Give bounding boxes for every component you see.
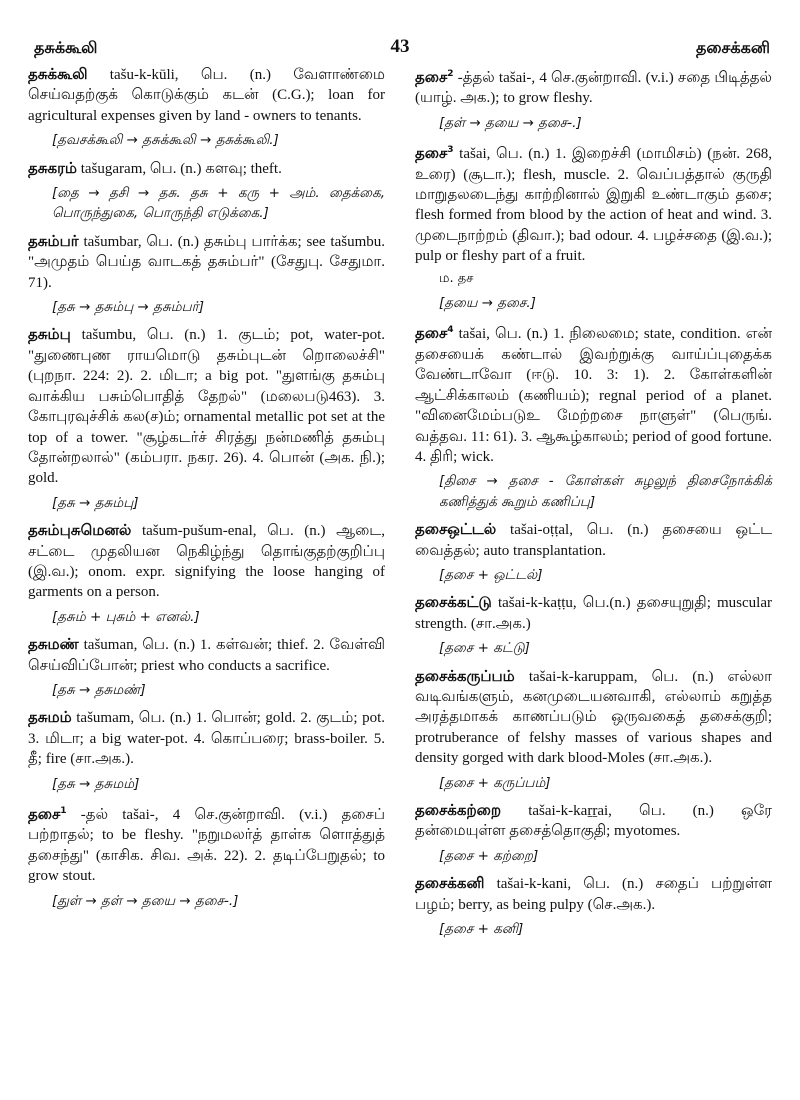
entry-definition: tašai-k-kani, பெ. (n.) சதைப் பற்றுள்ள பழம்; berry, as being pulpy (செ.அக.). (415, 876, 773, 913)
entry-etymology: [தயை → தசை.] (439, 295, 536, 312)
entry-definition: tašumbu, பெ. (n.) 1. குடம்; pot, water-pot. "துணைபுண ராயமொடு தசும்புடன் றொலைச்சி" (புறநா. 224: 2). 2. மிடா; a big pot. "துளங்கு தசும்பு வாக்கிய பசும்பொதித் தேறல்" (மலைபடு463). 3. கோபுரவுச்சிக் கல(ச)ம்; ornamental metallic pot set at the top of a tower. "சூழ்கடர்ச் சிரத்து நன்மணித் தசும்பு தோன்றலால்" (கம்பரா. நகர. 26). 4. பொன் (அக. நி.); gold. (28, 327, 386, 487)
entry-headword: தசும்பர் (28, 231, 79, 250)
dictionary-entry (415, 800, 772, 866)
entry-definition: tašai-k-kaṭṭu, பெ.(n.) தசையுறுதி; muscular strength. (சா.அக.) (415, 595, 772, 632)
entry-headword (415, 144, 454, 162)
dictionary-entry (415, 592, 772, 658)
homonym-number: 4 (447, 325, 454, 336)
entry-etymology: [திசை → தசை - கோள்கள் சுழலுந் திசைநோக்கிக் கணித்துக் கூறும் கணிப்பு] (439, 473, 772, 510)
entry-headword: தசும்புசுமெனல் (28, 521, 132, 540)
entry-definition: tašuman, பெ. (n.) 1. கள்வன்; thief. 2. வேள்வி செய்விப்போன்; priest who conducts a sacrifice. (28, 637, 386, 674)
homonym-number: 1 (60, 806, 67, 816)
entry-headword: தசைஒட்டல் (415, 520, 497, 539)
entry-etymology: [தசை + ஒட்டல்] (439, 566, 543, 583)
entry-etymology: [தள் → தயை → தசை-.] (439, 114, 582, 131)
dictionary-entry (415, 873, 772, 939)
dictionary-entry (28, 158, 385, 224)
right-running-head: தசைக்கனி (695, 38, 770, 57)
entry-headword: தசைக்கருப்பம் (415, 666, 515, 685)
entry-definition: tašai, பெ. (n.) 1. நிலைமை; state, condition. என் தசையைக் கண்டால் இவற்றுக்கு வாய்ப்புதைக்க வேண்டாவோ (ஈடு. 10. 3: 1). 2. கோள்களின் ஆட்சிக்காலம் (கணியம்); regnal period of a planet. "வினைமேம்படுஉ மேற்றசை நாளுள்" (பெருங். வத்தவ. 11: 61). 3. ஆகூழ்காலம்; period of good fortune. 4. திரி; wick. (415, 326, 772, 465)
dictionary-entry (415, 140, 772, 313)
cognate-note: ம. தச (439, 270, 474, 286)
dictionary-entry (28, 324, 385, 513)
page-header (22, 30, 778, 64)
entry-etymology: [தை → தசி → தசு. தசு + கரு + அம். தைக்கை, பொருந்துகை, பொருந்தி எடுக்கை.] (52, 185, 385, 222)
entry-definition: tašum-pušum-enal, பெ. (n.) ஆடை, சட்டை முதலியன நெகிழ்ந்து தொங்குதற்குறிப்பு (இ.வ.); onom. expr. signifying the loose hanging of garments on a person. (28, 523, 385, 601)
entry-etymology: [தசு → தசுமண்] (52, 681, 146, 698)
dictionary-entry (28, 707, 385, 794)
entry-etymology: [தசை + கனி] (439, 921, 524, 938)
entry-definition: tašai-k-kaṟṟai, பெ. (n.) ஒரே தன்மையுள்ள தசைத்தொகுதி; myotomes. (415, 803, 772, 840)
entry-headword (415, 68, 454, 86)
entry-headword: தசுக்கூலி (28, 65, 88, 83)
dictionary-entry (415, 64, 772, 133)
entry-etymology: [தசை + கட்டு] (439, 640, 530, 657)
headword-text: தசை (415, 324, 448, 343)
headword-text: தசை (415, 68, 448, 86)
entry-definition: tašu-k-kūli, பெ. (n.) வேளாண்மை செய்வதற்குக் கொடுக்கும் கடன் (C.G.); loan for agricultural expenses given by land - owners to tenants. (28, 67, 386, 124)
dictionary-entry (28, 520, 385, 627)
entry-etymology: [துள் → தள் → தயை → தசை-.] (52, 892, 239, 909)
entry-definition: tašai, பெ. (n.) 1. இறைச்சி (மாமிசம்) (நன். 268, உரை) (சூடா.); flesh, muscle. 2. வெப்பத்தால் குருதி மாறுதலடைந்து காற்றினால் இறுகி உண்டாகும் தசை; flesh formed from blood by the action of heat and wind. 3. முடைநாற்றம் (திவா.); bad odour. 4. பழச்சதை (இ.வ.); pulp or fleshy part of a fruit. (415, 146, 772, 265)
right-column (415, 64, 772, 946)
entry-headword: தசைக்கற்றை (415, 801, 502, 819)
page-number: 43 (390, 36, 410, 57)
entry-headword (28, 805, 67, 823)
entry-definition: -தல் tašai-, 4 செ.குன்றாவி. (v.i.) தசைப் பற்றாதல்; to be fleshy. "நறுமலர்த் தாள்க ளொத்துத் தசைந்து" (காசிக. சிவ. அக். 22). 2. தடிப்பேறுதல்; to grow stout. (28, 807, 385, 885)
entry-etymology: [தசை + கற்றை] (439, 847, 539, 864)
left-running-head: தசுக்கூலி (34, 38, 98, 57)
entry-definition: tašai-oṭṭal, பெ. (n.) தசையை ஒட்ட வைத்தல்; auto transplantation. (415, 522, 773, 559)
dictionary-entry (415, 666, 772, 793)
entry-headword: தசும்பு (28, 325, 71, 344)
dictionary-entry (415, 519, 772, 585)
columns (22, 64, 778, 946)
entry-definition: tašugaram, பெ. (n.) களவு; theft. (80, 160, 282, 177)
entry-headword: தசுமண் (28, 635, 79, 654)
entry-headword: தசுமம் (28, 708, 72, 727)
left-column (28, 64, 385, 946)
homonym-number: 2 (447, 69, 454, 79)
homonym-number: 3 (447, 145, 454, 156)
headword-text: தசை (28, 805, 61, 823)
dictionary-entry (28, 64, 385, 151)
entry-etymology: [தசு → தசும்பு] (52, 494, 139, 511)
dictionary-entry (415, 320, 772, 512)
entry-etymology: [தசு → தசுமம்] (52, 775, 140, 792)
entry-headword: தசைக்கட்டு (415, 593, 492, 612)
dictionary-entry (28, 634, 385, 700)
headword-text: தசை (415, 144, 448, 163)
entry-definition: tašumam, பெ. (n.) 1. பொன்; gold. 2. குடம்; pot. 3. மிடா; a big water-pot. 4. கொப்பரை; brass-boiler. 5. தீ; fire (சா.அக.). (28, 710, 385, 768)
entry-headword (415, 324, 454, 342)
dictionary-entry (28, 231, 385, 318)
entry-etymology: [தவசக்கூலி → தசுக்கூலி → தசுக்கூலி.] (52, 132, 279, 149)
entry-definition: tašumbar, பெ. (n.) தசும்பு பார்க்க; see tašumbu. "அமுதம் பெய்த வாடகத் தசும்பர்" (சேதுபு. சேதுமா. 71). (28, 233, 385, 291)
entry-etymology: [தசும் + புசும் + எனல்.] (52, 608, 200, 625)
entry-etymology: [தசை + கருப்பம்] (439, 774, 551, 791)
entry-headword: தசுகரம் (28, 158, 77, 177)
entry-etymology: [தசு → தசும்பு → தசும்பர்] (52, 299, 204, 316)
entry-definition: -த்தல் tašai-, 4 செ.குன்றாவி. (v.i.) சதை பிடித்தல் (யாழ். அக.); to grow fleshy. (415, 70, 773, 107)
dictionary-entry (28, 801, 385, 911)
entry-definition: tašai-k-karuppam, பெ. (n.) எல்லா வடிவங்களும், கனமுடையனவாகி, எல்லாம் கறுத்த அரத்தமாகக் காணப்படும் ஒருவகைத் தசைக்குறி; protruberance of felshy masses of various shapes and density gorged with dark blood-Moles (சா.அக.). (415, 668, 772, 767)
entry-headword: தசைக்கனி (415, 874, 485, 893)
